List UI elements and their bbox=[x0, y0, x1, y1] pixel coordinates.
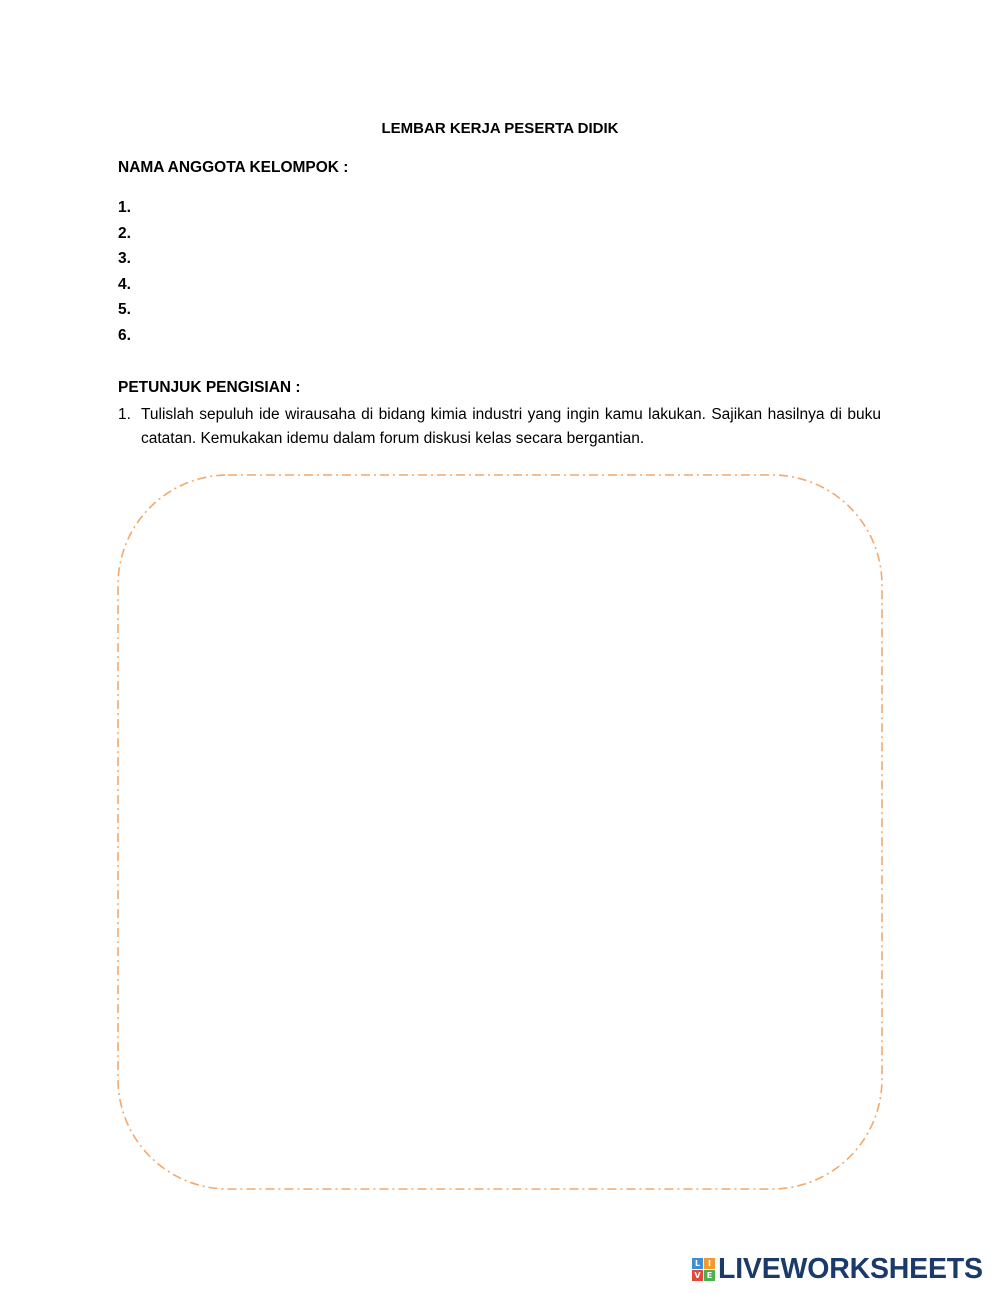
answer-box-border bbox=[118, 475, 882, 1189]
logo-mark-icon bbox=[692, 1258, 715, 1281]
member-slot-4: 4. bbox=[118, 275, 131, 293]
instruction-number: 1. bbox=[118, 406, 131, 423]
logo-mark-letter-l: L bbox=[692, 1258, 703, 1269]
members-heading: NAMA ANGGOTA KELOMPOK : bbox=[118, 159, 349, 176]
instructions-heading: PETUNJUK PENGISIAN : bbox=[118, 379, 301, 396]
logo-text: LIVEWORKSHEETS bbox=[718, 1252, 983, 1285]
member-slot-2: 2. bbox=[118, 224, 131, 242]
page-title: LEMBAR KERJA PESERTA DIDIK bbox=[381, 120, 619, 137]
answer-box[interactable] bbox=[116, 473, 884, 1191]
liveworksheets-logo bbox=[692, 1252, 983, 1286]
member-slot-6: 6. bbox=[118, 326, 131, 344]
logo-mark-letter-v: V bbox=[692, 1270, 703, 1281]
logo-mark-letter-i: I bbox=[704, 1258, 715, 1269]
member-slot-5: 5. bbox=[118, 301, 131, 319]
instruction-item bbox=[118, 403, 881, 451]
member-list bbox=[118, 197, 131, 351]
instruction-text: Tulislah sepuluh ide wirausaha di bidang kimia industri yang ingin kamu lakukan. Sajikan hasilnya di buku catatan. Kemukakan idemu dalam forum diskusi kelas secara bergantian. bbox=[141, 406, 881, 447]
member-slot-1: 1. bbox=[118, 199, 131, 216]
logo-mark-letter-e: E bbox=[704, 1270, 715, 1281]
member-slot-3: 3. bbox=[118, 250, 131, 268]
